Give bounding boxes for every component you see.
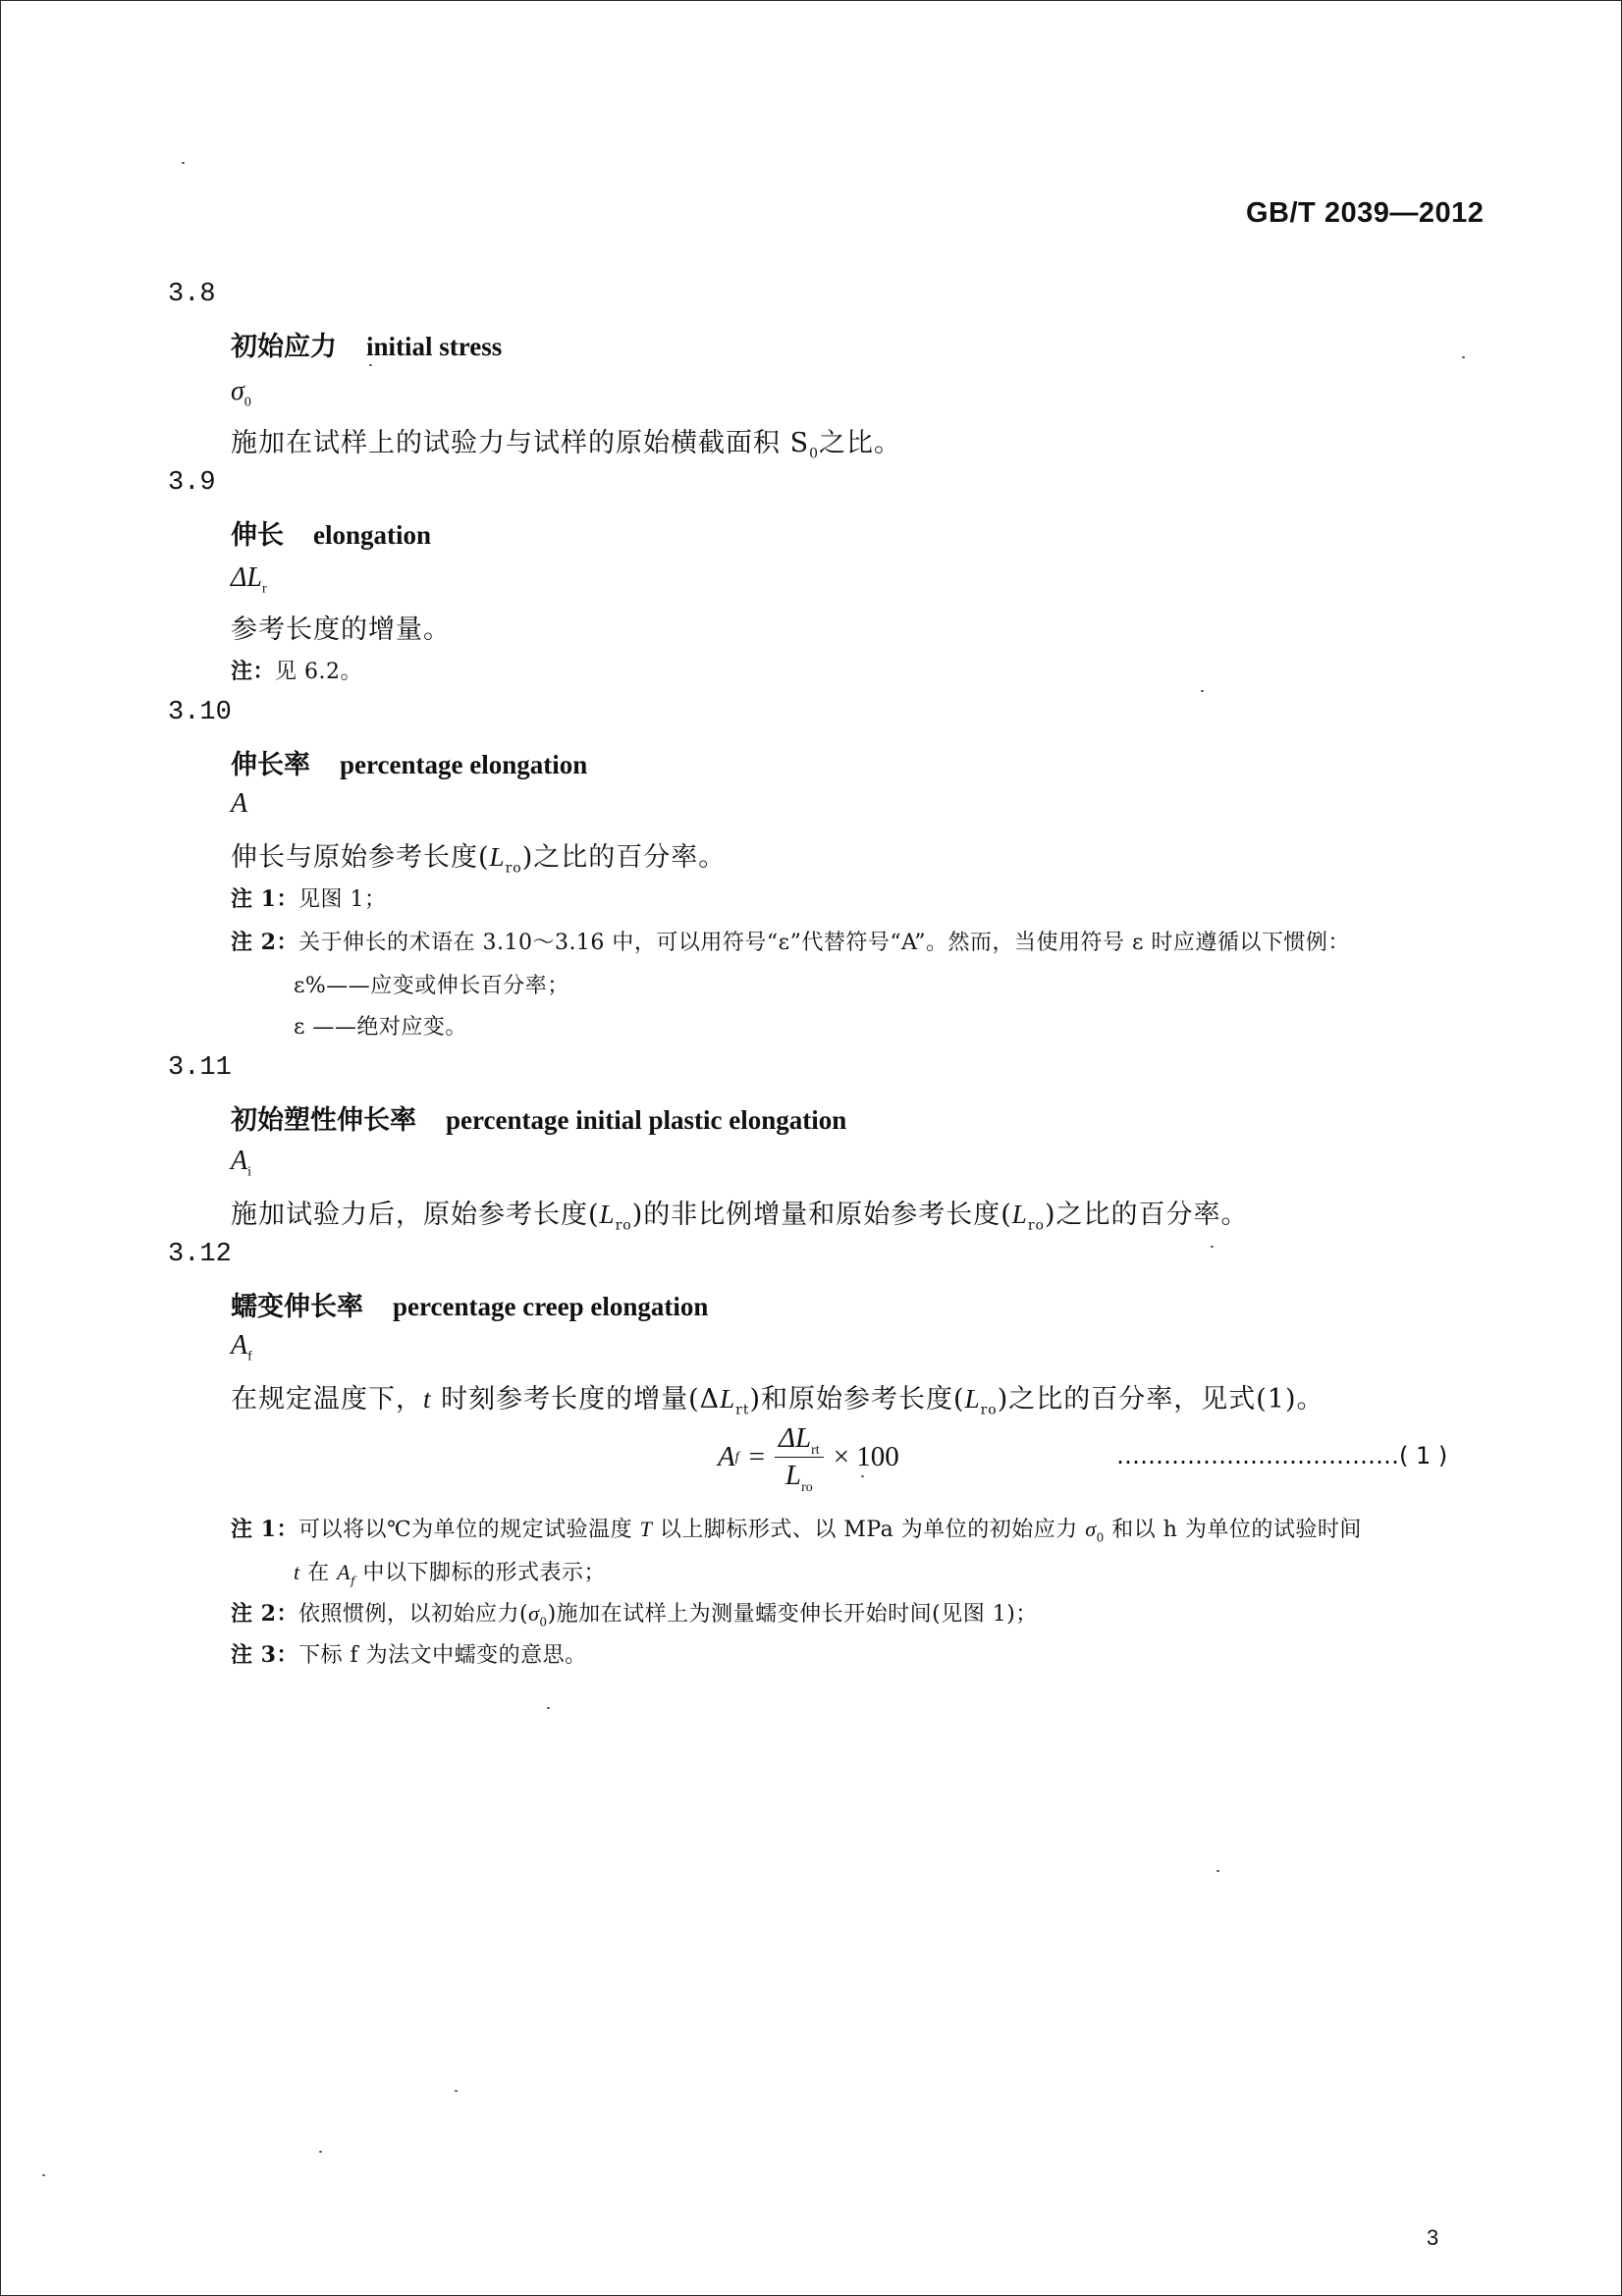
symbol-3-12 xyxy=(231,1330,252,1362)
definition-part: 在规定温度下， xyxy=(231,1384,423,1415)
scan-speck xyxy=(42,2174,45,2176)
definition-part: )之比的百分率。 xyxy=(1044,1200,1249,1230)
page-number: 3 xyxy=(1427,2225,1439,2250)
definition-sub: ro xyxy=(615,1217,632,1234)
definition-sub: ro xyxy=(980,1402,998,1418)
scan-speck xyxy=(861,1475,864,1477)
term-en: percentage elongation xyxy=(340,750,588,779)
note-sub: 0 xyxy=(539,1615,548,1629)
denominator-text: L xyxy=(784,1460,802,1491)
definition-sub: 0 xyxy=(809,446,820,462)
note-sub: f xyxy=(351,1574,356,1588)
definition-symbol: L xyxy=(599,1200,616,1229)
note-2-line-2: ε ——绝对应变。 xyxy=(294,1015,467,1040)
note-symbol: t xyxy=(294,1560,300,1584)
term-cn: 初始塑性伸长率 xyxy=(231,1105,416,1136)
term-3-9 xyxy=(231,513,431,552)
note-1-3-10 xyxy=(231,882,386,913)
term-cn: 伸长 xyxy=(231,520,284,551)
symbol-3-8 xyxy=(231,376,251,410)
note-symbol: σ xyxy=(1085,1517,1097,1541)
section-number-3-8: 3.8 xyxy=(168,280,216,309)
note-2-3-12 xyxy=(231,1597,1038,1628)
note-1-line-2 xyxy=(294,1556,606,1586)
note-sub: 0 xyxy=(1096,1530,1105,1545)
definition-symbol: L xyxy=(489,842,506,872)
definition-symbol: L xyxy=(1011,1200,1028,1229)
denominator-sub: ro xyxy=(801,1479,813,1495)
term-cn: 初始应力 xyxy=(231,332,337,362)
term-en: elongation xyxy=(313,520,432,550)
note-label: 注 3： xyxy=(231,1642,298,1668)
note-text: 中以下脚标的形式表示； xyxy=(355,1561,607,1585)
numerator-text: ΔL xyxy=(778,1422,812,1454)
symbol-3-9 xyxy=(231,562,267,597)
note-text: 和以 h 为单位的试验时间 xyxy=(1104,1518,1362,1542)
scan-speck xyxy=(455,2090,458,2092)
note-label: 注 1： xyxy=(231,1517,298,1542)
term-cn: 蠕变伸长率 xyxy=(231,1292,363,1322)
scan-speck xyxy=(182,162,185,164)
definition-part: )之比的百分率，见式(1)。 xyxy=(997,1384,1325,1415)
note-2-3-10 xyxy=(231,926,1350,956)
numerator-sub: rt xyxy=(811,1442,820,1458)
definition-part: 之比。 xyxy=(819,428,902,458)
note-label: 注： xyxy=(231,659,276,684)
note-label: 注 2： xyxy=(231,930,298,955)
note-text: 下标 f 为法文中蠕变的意思。 xyxy=(297,1643,587,1668)
symbol-sub: r xyxy=(262,581,267,597)
formula-times: × 100 xyxy=(833,1441,899,1472)
note-1-3-12 xyxy=(231,1513,1362,1543)
definition-part: 伸长与原始参考长度( xyxy=(231,842,490,873)
scan-speck xyxy=(369,364,372,366)
note-label: 注 2： xyxy=(231,1601,298,1627)
term-3-8 xyxy=(231,325,502,363)
term-en: percentage creep elongation xyxy=(393,1292,709,1321)
section-number-3-12: 3.12 xyxy=(168,1240,232,1269)
scan-speck xyxy=(547,1707,550,1709)
symbol-3-10: A xyxy=(231,788,248,819)
term-3-12 xyxy=(231,1285,708,1323)
symbol-main: ΔL xyxy=(231,562,263,593)
symbol-main: A xyxy=(231,1146,248,1176)
scan-speck xyxy=(1462,356,1465,358)
note-text: 以上脚标形式、以 MPa 为单位的初始应力 xyxy=(652,1518,1086,1542)
note-text: )施加在试样上为测量蠕变伸长开始时间(见图 1)； xyxy=(547,1602,1038,1627)
note-text: 关于伸长的术语在 3.10～3.16 中，可以用符号“ε”代替符号“A”。然而，当使用符号 ε 时应遵循以下惯例： xyxy=(297,931,1350,955)
formula-numerator xyxy=(775,1422,824,1458)
scan-speck xyxy=(319,2151,322,2153)
definition-3-9: 参考长度的增量。 xyxy=(231,614,451,645)
note-symbol: A xyxy=(337,1560,351,1584)
formula-equals: = xyxy=(748,1441,765,1472)
scan-speck xyxy=(1216,1870,1219,1872)
definition-3-12 xyxy=(231,1377,1325,1418)
note-text: 可以将以℃为单位的规定试验温度 xyxy=(297,1518,640,1542)
equation-number: ………………………………( 1 ) xyxy=(1116,1442,1448,1469)
definition-sub: ro xyxy=(505,860,522,877)
standard-number: GB/T 2039—2012 xyxy=(1246,197,1485,229)
formula-1: A f = $\frac{\Delta L_{rt}}{L_{ro}}$ × 100 xyxy=(718,1422,899,1495)
definition-symbol: L xyxy=(964,1384,981,1414)
term-cn: 伸长率 xyxy=(231,750,310,780)
definition-symbol: t xyxy=(423,1384,432,1414)
scan-speck xyxy=(1201,690,1204,692)
section-number-3-9: 3.9 xyxy=(168,468,216,498)
definition-part: 施加在试样上的试验力与试样的原始横截面积 S xyxy=(231,428,810,458)
definition-part: )之比的百分率。 xyxy=(521,842,727,873)
symbol-main: σ xyxy=(231,376,244,406)
definition-symbol: L xyxy=(720,1384,736,1414)
definition-part: 施加试验力后，原始参考长度( xyxy=(231,1200,600,1230)
symbol-sub: 0 xyxy=(243,395,251,410)
scan-speck xyxy=(1211,1246,1214,1248)
section-number-3-11: 3.11 xyxy=(168,1053,232,1083)
note-text: 在 xyxy=(299,1561,338,1585)
note-symbol: σ xyxy=(528,1601,540,1626)
note-2-line-1: ε%——应变或伸长百分率； xyxy=(294,974,569,998)
note-label: 注 1： xyxy=(231,886,298,912)
note-3-3-12 xyxy=(231,1638,587,1669)
definition-sub: rt xyxy=(735,1402,750,1418)
definition-part: 时刻参考长度的增量(Δ xyxy=(431,1384,721,1415)
symbol-sub: i xyxy=(247,1164,251,1180)
formula-fraction xyxy=(775,1422,824,1495)
term-3-11 xyxy=(231,1098,846,1137)
definition-part: )和原始参考长度( xyxy=(749,1384,965,1415)
definition-3-11 xyxy=(231,1193,1249,1234)
definition-part: )的非比例增量和原始参考长度( xyxy=(631,1200,1012,1230)
symbol-3-11 xyxy=(231,1146,251,1180)
note-text: 见 6.2。 xyxy=(275,660,362,684)
definition-3-10 xyxy=(231,835,727,877)
note-text: 依照惯例，以初始应力( xyxy=(297,1602,529,1627)
note-symbol: T xyxy=(639,1517,653,1541)
term-en: percentage initial plastic elongation xyxy=(446,1105,847,1135)
definition-3-8 xyxy=(231,421,902,462)
term-3-10 xyxy=(231,743,587,781)
formula-lhs: A xyxy=(718,1441,735,1472)
formula-denominator xyxy=(784,1458,813,1495)
term-en: initial stress xyxy=(366,332,503,361)
definition-sub: ro xyxy=(1027,1217,1045,1234)
note-3-9 xyxy=(231,655,362,685)
symbol-main: A xyxy=(231,1330,248,1361)
symbol-sub: f xyxy=(247,1349,252,1364)
section-number-3-10: 3.10 xyxy=(168,698,232,727)
note-text: 见图 1； xyxy=(297,887,387,912)
